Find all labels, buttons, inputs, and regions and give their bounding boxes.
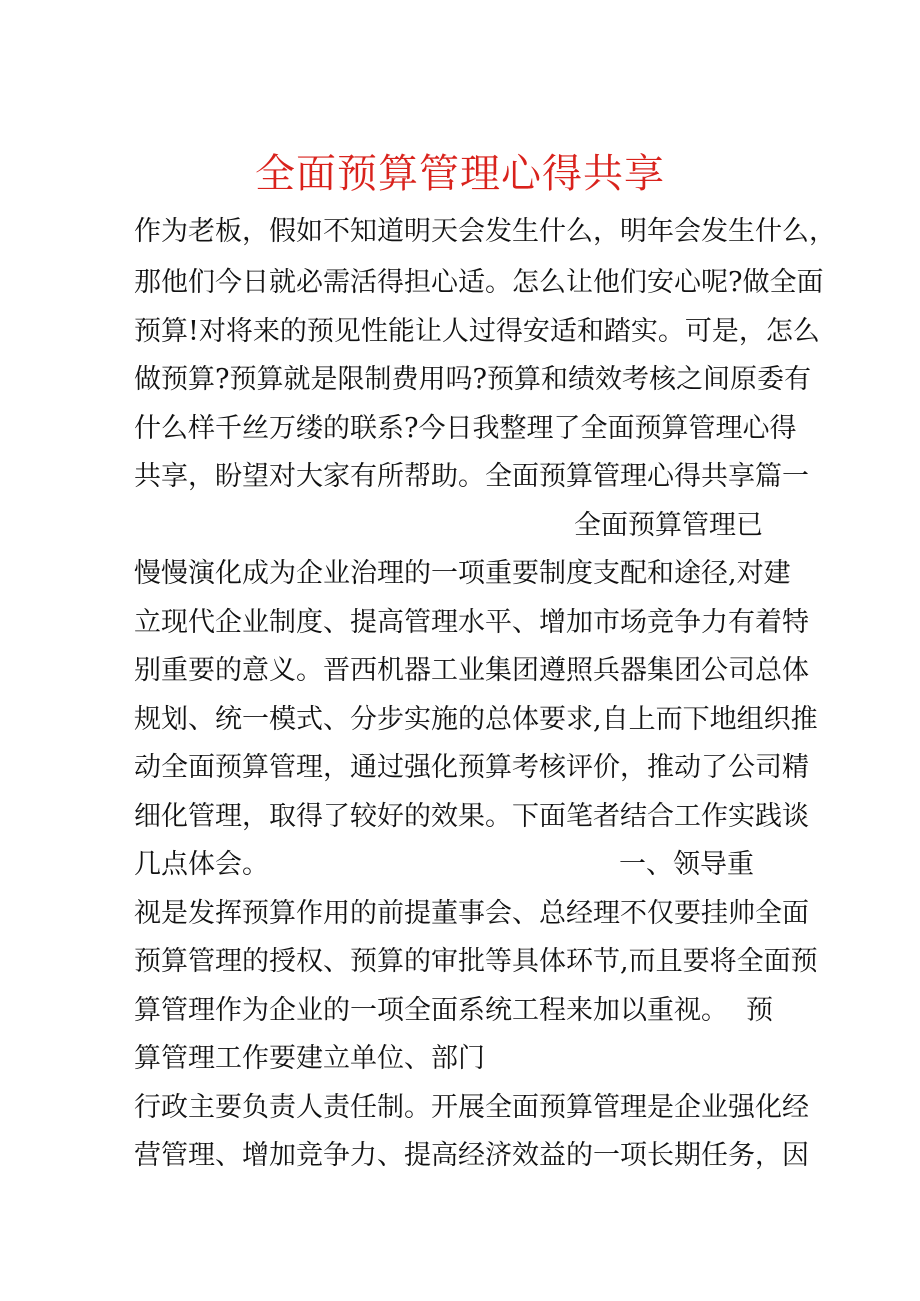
paragraph-line: 营管理、增加竞争力、提高经济效益的一项长期任务，因 — [134, 1140, 809, 1171]
document-title: 全面预算管理心得共享 — [255, 151, 665, 197]
paragraph-line: 规划、统一模式、分步实施的总体要求,自上而下地组织推 — [134, 704, 818, 735]
paragraph-line: 那他们今日就必需活得担心适。怎么让他们安心呢?做全面 — [134, 267, 824, 298]
paragraph-line: 算管理工作要建立单位、部门 — [134, 1043, 485, 1074]
paragraph-line: 共享，盼望对大家有所帮助。全面预算管理心得共享篇一 — [134, 461, 809, 492]
paragraph-line: 细化管理，取得了较好的效果。下面笔者结合工作实践谈 — [134, 801, 809, 832]
paragraph-line: 作为老板，假如不知道明天会发生什么，明年会发生什么， — [134, 216, 836, 247]
paragraph-line: 立现代企业制度、提高管理水平、增加市场竞争力有着特 — [134, 607, 809, 638]
paragraph-line: 算管理作为企业的一项全面系统工程来加以重视。 — [134, 995, 728, 1026]
paragraph-line: 预算管理的授权、预算的审批等具体环节,而且要将全面预 — [134, 946, 818, 977]
paragraph-line: 全面预算管理已 — [574, 510, 763, 541]
paragraph-line: 预算!对将来的预见性能让人过得安适和踏实。可是，怎么 — [134, 316, 820, 347]
paragraph-line: 慢慢演化成为企业治理的一项重要制度支配和途径,对建 — [134, 558, 791, 589]
paragraph-line: 别重要的意义。晋西机器工业集团遵照兵器集团公司总体 — [134, 655, 809, 686]
paragraph-line: 视是发挥预算作用的前提董事会、总经理不仅要挂帅全面 — [134, 898, 809, 929]
paragraph-line: 什么样千丝万缕的联系?今日我整理了全面预算管理心得 — [134, 413, 797, 444]
paragraph-line: 行政主要负责人责任制。开展全面预算管理是企业强化经 — [134, 1092, 809, 1123]
paragraph-line: 做预算?预算就是限制费用吗?预算和绩效考核之间原委有 — [134, 364, 811, 395]
paragraph-fragment: 预 — [746, 995, 773, 1026]
paragraph-line: 动全面预算管理，通过强化预算考核评价，推动了公司精 — [134, 752, 809, 783]
section-heading-fragment: 一、领导重 — [619, 849, 754, 880]
paragraph-line: 几点体会。 — [134, 849, 269, 880]
